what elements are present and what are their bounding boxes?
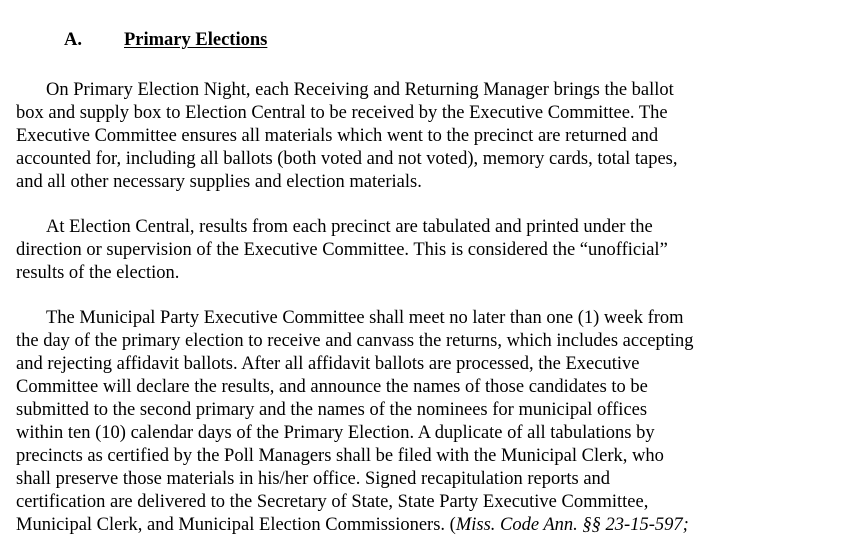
text-line: results of the election. — [16, 263, 180, 283]
text-line: precincts as certified by the Poll Managers shall be filed with the Municipal Clerk, who — [16, 446, 664, 466]
text-line: certification are delivered to the Secretary of State, State Party Executive Committee, — [16, 492, 649, 512]
text-line: within ten (10) calendar days of the Primary Election. A duplicate of all tabulations by — [16, 423, 655, 443]
section-heading — [16, 27, 846, 53]
text-line: submitted to the second primary and the names of the nominees for municipal offices — [16, 400, 648, 420]
text-line: and all other necessary supplies and election materials. — [16, 172, 422, 192]
text-line: accounted for, including all ballots (both voted and not voted), memory cards, total tapes, — [16, 149, 678, 169]
legal-citation: Miss. Code Ann. §§ 23-15-597; — [455, 515, 689, 535]
text-line: the day of the primary election to receive and canvass the returns, which includes accepting — [16, 331, 694, 351]
section-title: Primary Elections — [124, 30, 268, 50]
text-line: box and supply box to Election Central to be received by the Executive Committee. The — [16, 103, 668, 123]
section-letter: A. — [64, 30, 82, 50]
text-line-with-citation — [16, 514, 694, 537]
text-line: direction or supervision of the Executive Committee. This is considered the “unofficial” — [16, 240, 668, 260]
text-line: Municipal Clerk, and Municipal Election Commissioners. ( — [16, 515, 456, 535]
paragraph-election-central — [16, 216, 668, 285]
text-line: On Primary Election Night, each Receiving and Returning Manager brings the ballot — [46, 80, 674, 100]
text-line: shall preserve those materials in his/her office. Signed recapitulation reports and — [16, 469, 611, 489]
paragraph-primary-election-night — [16, 79, 677, 194]
text-line: Committee will declare the results, and announce the names of those candidates to be — [16, 377, 648, 397]
text-line: At Election Central, results from each precinct are tabulated and printed under the — [46, 217, 653, 237]
document-page — [16, 27, 846, 535]
text-line: Executive Committee ensures all materials which went to the precinct are returned and — [16, 126, 659, 146]
paragraph-executive-committee — [16, 307, 694, 537]
text-line: The Municipal Party Executive Committee shall meet no later than one (1) week from — [46, 308, 684, 328]
text-line: and rejecting affidavit ballots. After all affidavit ballots are processed, the Executive — [16, 354, 640, 374]
